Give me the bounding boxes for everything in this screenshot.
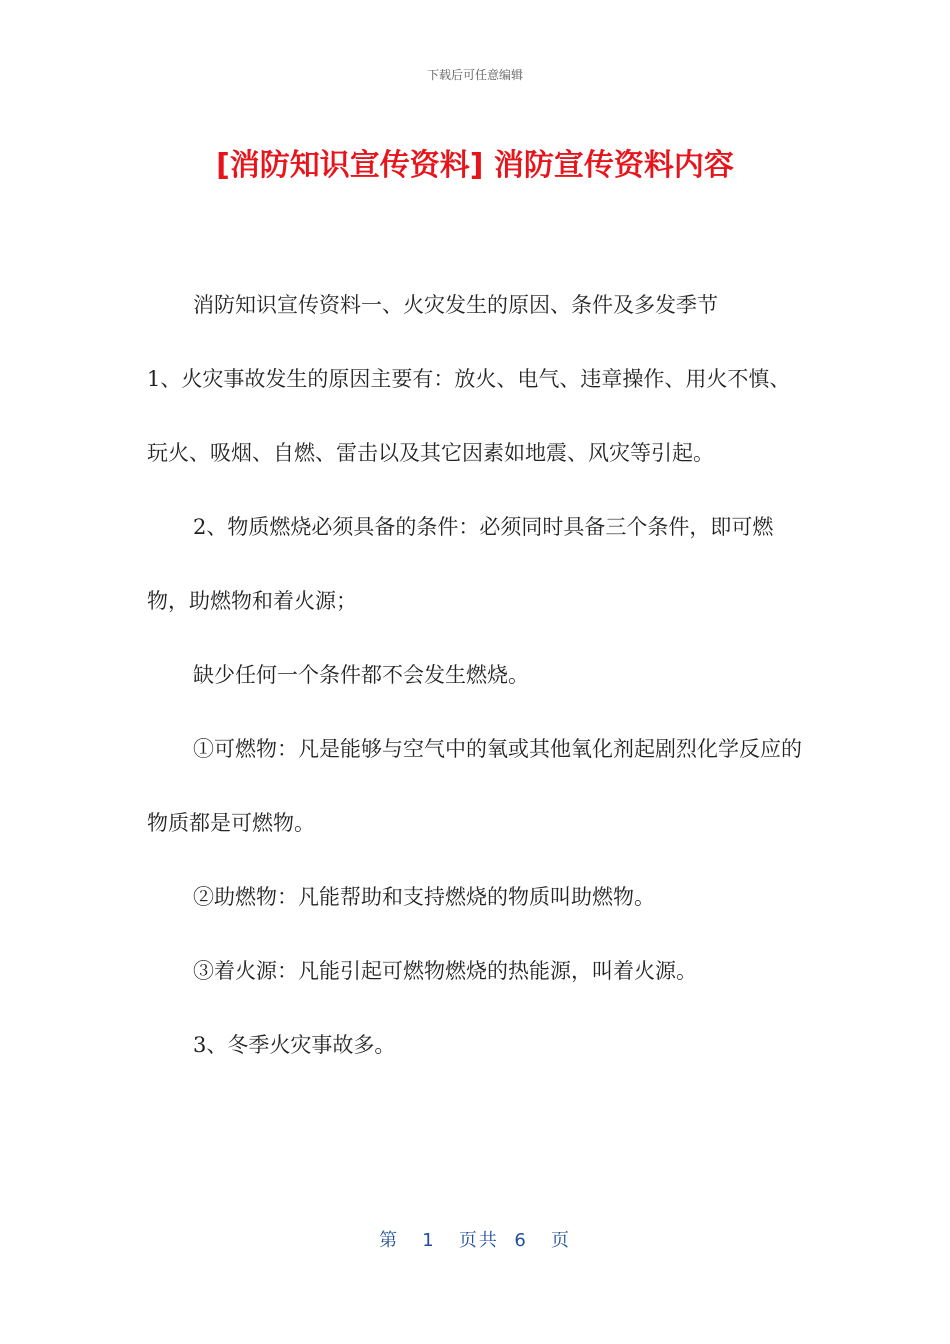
document-title: [消防知识宣传资料] 消防宣传资料内容 bbox=[216, 148, 734, 183]
page-label-suffix: 页 bbox=[550, 1230, 571, 1251]
current-page-number: 1 bbox=[422, 1230, 436, 1251]
paragraph-missing-condition: 缺少任何一个条件都不会发生燃烧。 bbox=[193, 663, 529, 687]
total-pages-number: 6 bbox=[514, 1230, 528, 1251]
paragraph-oxidizers: ②助燃物：凡能帮助和支持燃烧的物质叫助燃物。 bbox=[193, 885, 655, 909]
paragraph-combustibles: ①可燃物：凡是能够与空气中的氧或其他氧化剂起剧烈化学反应的物质都是可燃物。 bbox=[147, 737, 802, 835]
document-body bbox=[147, 268, 807, 1082]
paragraph-combustion-conditions: 2、物质燃烧必须具备的条件：必须同时具备三个条件，即可燃物，助燃物和着火源； bbox=[147, 515, 774, 613]
page-label-prefix: 第 bbox=[379, 1230, 400, 1251]
paragraph-winter-fires: 3、冬季火灾事故多。 bbox=[193, 1033, 396, 1057]
paragraph-fire-causes: 1、火灾事故发生的原因主要有：放火、电气、违章操作、用火不慎、玩火、吸烟、自燃、雷击以及其它因素如地震、风灾等引起。 bbox=[147, 367, 791, 465]
page-footer bbox=[0, 1226, 950, 1252]
paragraph-intro: 消防知识宣传资料一、火灾发生的原因、条件及多发季节 bbox=[193, 293, 718, 317]
page-label-mid: 页共 bbox=[458, 1230, 499, 1251]
header-note: 下载后可任意编辑 bbox=[426, 68, 523, 82]
paragraph-ignition-source: ③着火源：凡能引起可燃物燃烧的热能源，叫着火源。 bbox=[193, 959, 697, 983]
